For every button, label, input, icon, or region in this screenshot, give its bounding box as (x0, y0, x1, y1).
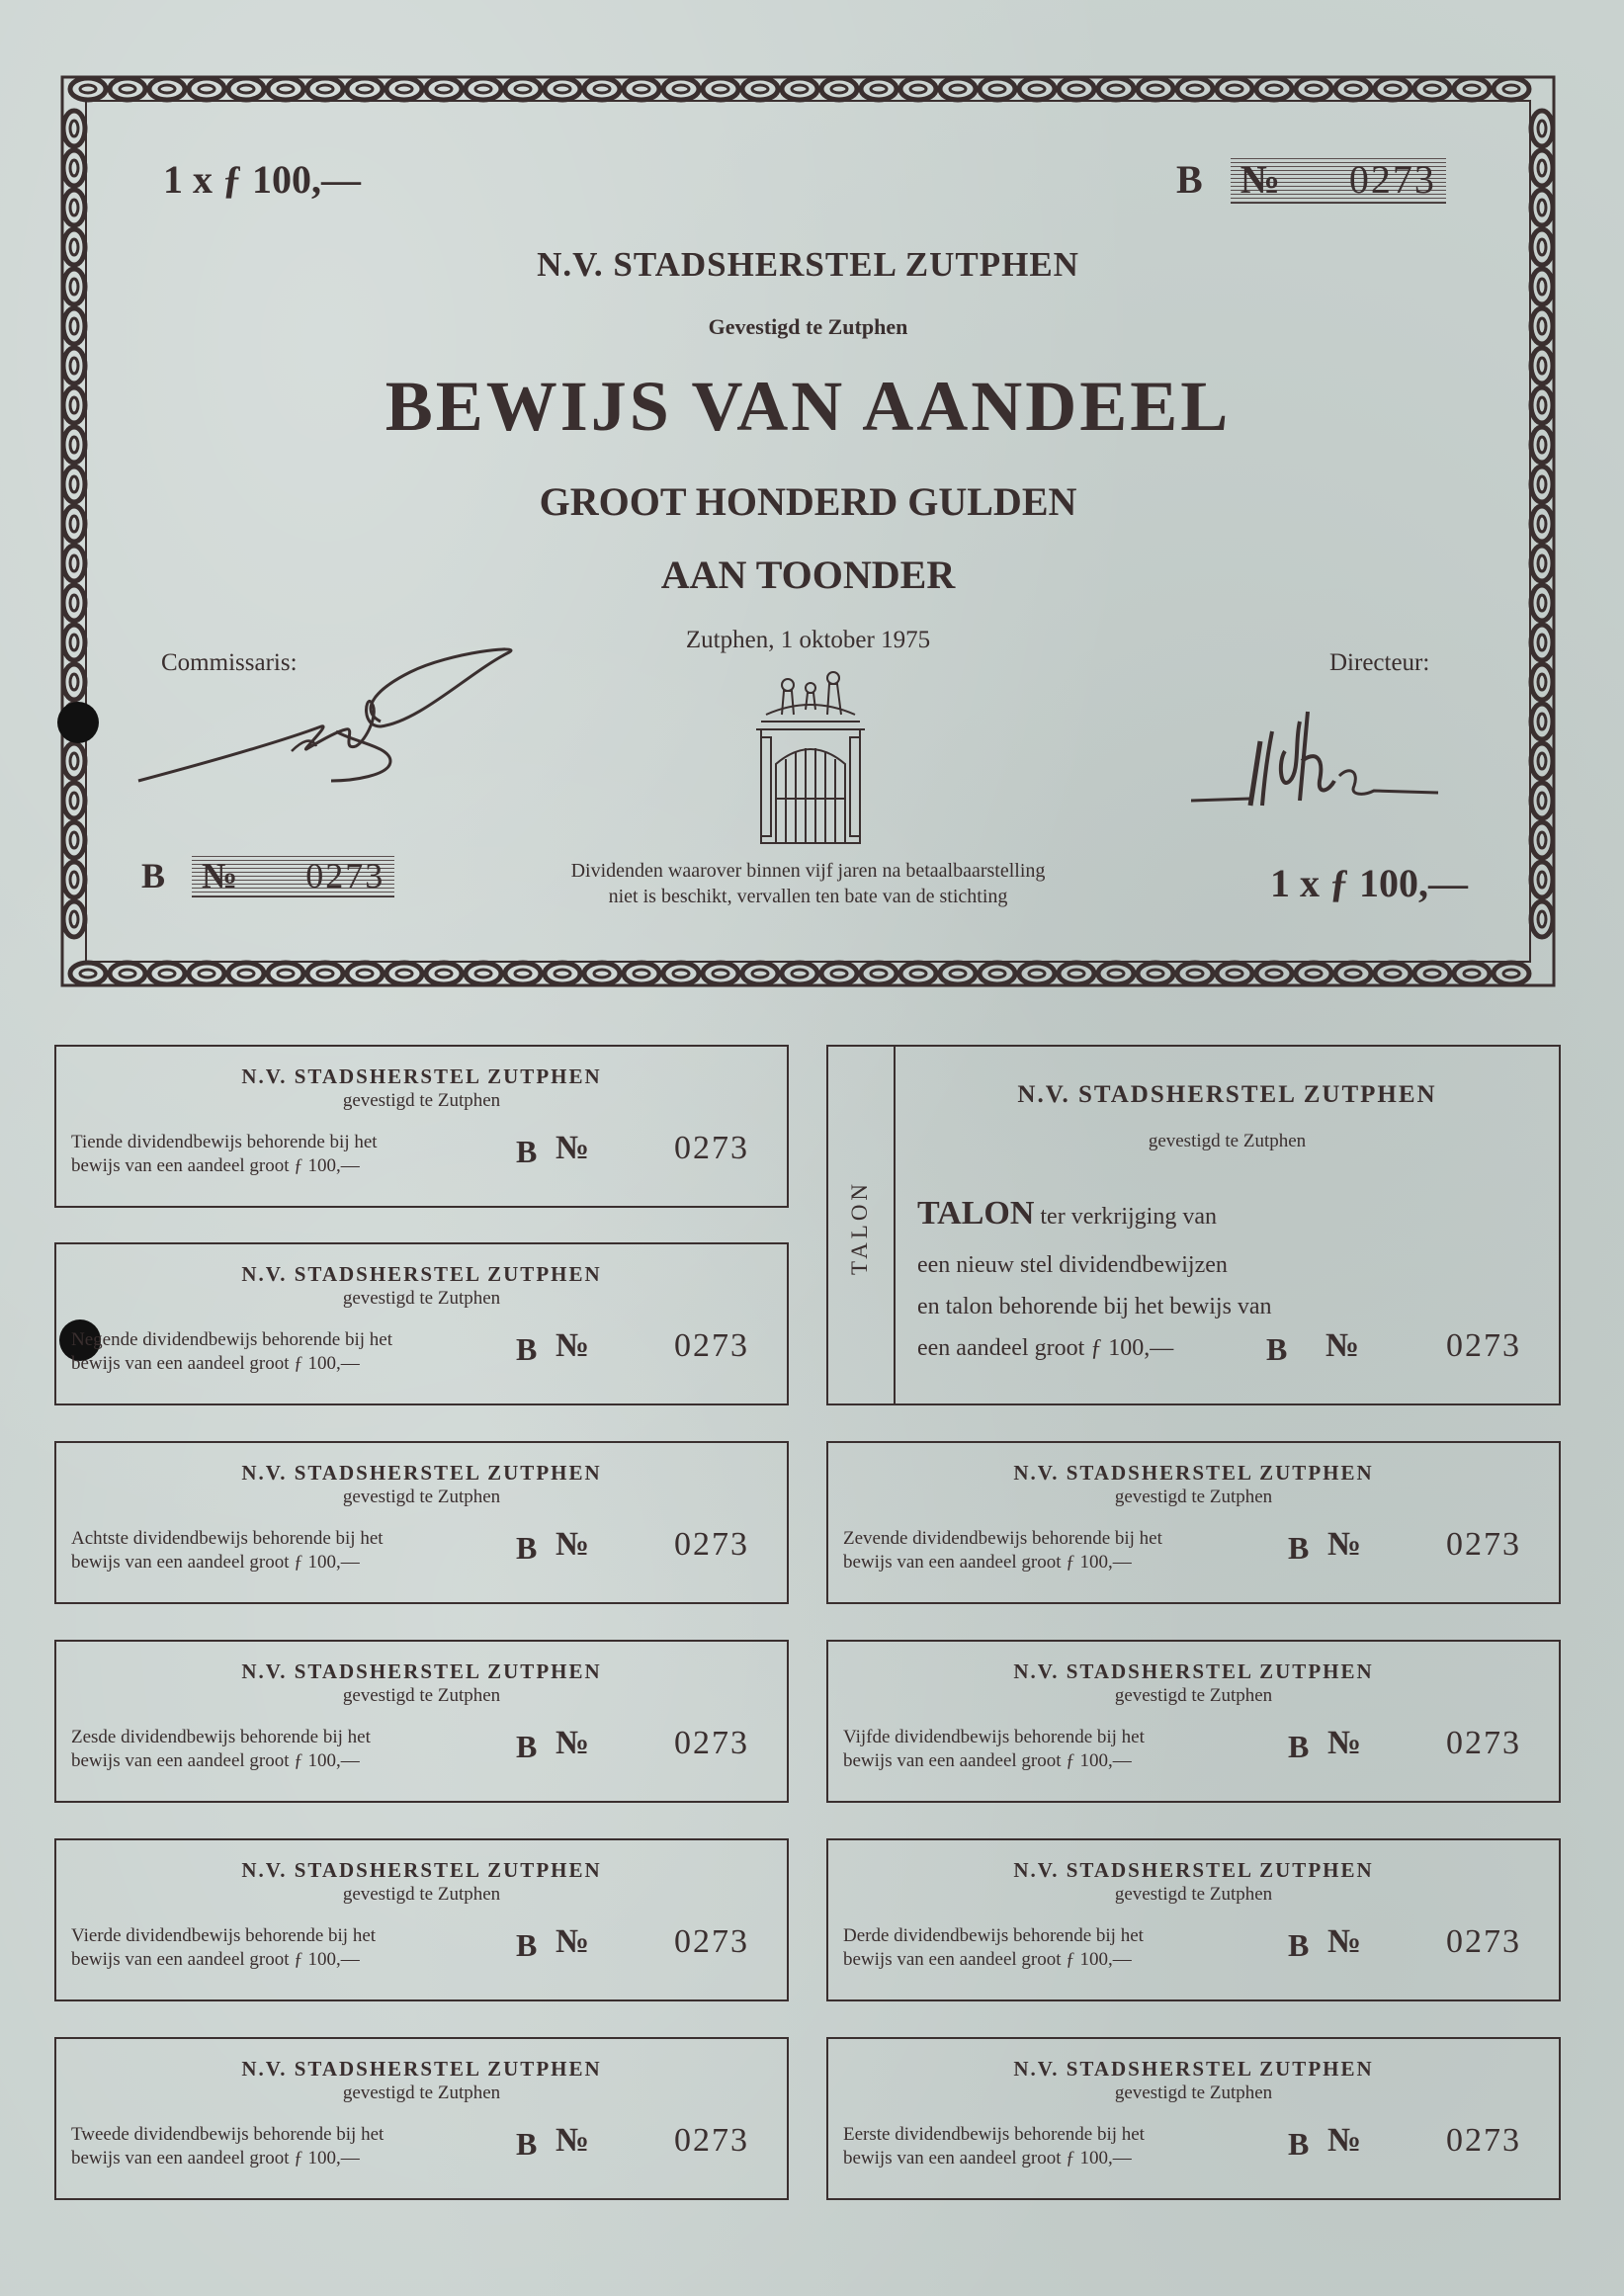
coupon-line1: Vijfde dividendbewijs behorende bij het (843, 1727, 1145, 1747)
coupon-company: N.V. STADSHERSTEL ZUTPHEN (241, 1858, 602, 1882)
amount-top-left: 1 x ƒ 100,— (163, 157, 361, 202)
talon-seat: gevestigd te Zutphen (1148, 1131, 1307, 1151)
coupon-company: N.V. STADSHERSTEL ZUTPHEN (1013, 1659, 1374, 1683)
coupon-line2: bewijs van een aandeel groot ƒ 100,— (71, 1155, 360, 1176)
coupon-no-sign: № (1327, 1725, 1362, 1761)
coupon-number: 0273 (674, 1923, 749, 1960)
talon-side-label: TALON (847, 1179, 872, 1275)
coupon-series: B (1288, 1729, 1310, 1764)
talon-heading: TALON (917, 1195, 1035, 1232)
directeur-signature (1191, 682, 1448, 830)
ornamental-gate-icon (746, 660, 875, 848)
dividend-coupon (54, 1640, 789, 1803)
coupon-number: 0273 (674, 1327, 749, 1364)
talon-line1 (917, 1195, 1217, 1233)
coupon-line2: bewijs van een aandeel groot ƒ 100,— (71, 1750, 360, 1771)
company-name: N.V. STADSHERSTEL ZUTPHEN (537, 245, 1079, 284)
coupon-no-sign: № (1327, 1526, 1362, 1563)
dividend-coupon (826, 1441, 1561, 1604)
dividend-coupon (54, 1242, 789, 1405)
dividend-coupon (826, 2037, 1561, 2200)
coupon-company: N.V. STADSHERSTEL ZUTPHEN (241, 1659, 602, 1683)
coupon-no-sign: № (1327, 2122, 1362, 2159)
coupon-company: N.V. STADSHERSTEL ZUTPHEN (1013, 1461, 1374, 1485)
coupon-company: N.V. STADSHERSTEL ZUTPHEN (241, 1461, 602, 1485)
talon-side (826, 1047, 894, 1407)
talon-number: 0273 (1446, 1327, 1521, 1364)
coupon-line2: bewijs van een aandeel groot ƒ 100,— (71, 1949, 360, 1970)
coupon-series: B (1288, 2126, 1310, 2162)
coupon-line1: Derde dividendbewijs behorende bij het (843, 1925, 1144, 1946)
coupon-number: 0273 (1446, 1526, 1521, 1563)
commissaris-signature (133, 633, 529, 830)
coupon-company: N.V. STADSHERSTEL ZUTPHEN (241, 2057, 602, 2081)
talon-coupon (826, 1045, 1561, 1405)
coupon-seat: gevestigd te Zutphen (342, 2083, 501, 2103)
dividend-coupon (54, 1441, 789, 1604)
coupon-line2: bewijs van een aandeel groot ƒ 100,— (843, 2148, 1132, 2168)
series-letter: B (1176, 157, 1203, 202)
coupon-line2: bewijs van een aandeel groot ƒ 100,— (843, 1552, 1132, 1573)
coupon-seat: gevestigd te Zutphen (1114, 1685, 1273, 1706)
punch-hole (57, 702, 99, 743)
certificate-subtitle-bearer: AAN TOONDER (660, 553, 956, 597)
coupon-line1: Negende dividendbewijs behorende bij het (71, 1329, 393, 1350)
coupon-number: 0273 (1446, 1725, 1521, 1761)
coupon-series: B (1288, 1530, 1310, 1566)
talon-line1-rest: ter verkrijging van (1040, 1204, 1217, 1230)
coupon-company: N.V. STADSHERSTEL ZUTPHEN (1013, 1858, 1374, 1882)
share-certificate (54, 69, 1562, 993)
coupon-line2: bewijs van een aandeel groot ƒ 100,— (71, 1353, 360, 1374)
coupon-seat: gevestigd te Zutphen (342, 1288, 501, 1309)
coupon-series: B (516, 1927, 538, 1963)
talon-line4: een aandeel groot ƒ 100,— (917, 1335, 1174, 1361)
coupon-series: B (516, 1331, 538, 1367)
amount-bottom-right: 1 x ƒ 100,— (1270, 861, 1468, 905)
coupon-seat: gevestigd te Zutphen (1114, 1884, 1273, 1905)
commissaris-label: Commissaris: (161, 649, 298, 676)
coupon-seat: gevestigd te Zutphen (1114, 2083, 1273, 2103)
coupon-line1: Zesde dividendbewijs behorende bij het (71, 1727, 371, 1747)
talon-line2: een nieuw stel dividendbewijzen (917, 1252, 1228, 1278)
coupon-seat: gevestigd te Zutphen (342, 1090, 501, 1111)
talon-series: B (1266, 1331, 1288, 1367)
coupon-line1: Tweede dividendbewijs behorende bij het (71, 2124, 385, 2145)
coupon-company: N.V. STADSHERSTEL ZUTPHEN (241, 1262, 602, 1286)
coupon-number: 0273 (674, 1725, 749, 1761)
dividend-coupon (54, 1838, 789, 2001)
coupon-no-sign: № (1327, 1923, 1362, 1960)
certificate-subtitle-amount: GROOT HONDERD GULDEN (539, 479, 1077, 524)
coupon-line2: bewijs van een aandeel groot ƒ 100,— (843, 1750, 1132, 1771)
coupon-series: B (516, 1530, 538, 1566)
dividend-coupon (54, 2037, 789, 2200)
dividend-note-line2: niet is beschikt, vervallen ten bate van de stichting (608, 886, 1008, 907)
coupon-seat: gevestigd te Zutphen (342, 1884, 501, 1905)
coupon-seat: gevestigd te Zutphen (342, 1685, 501, 1706)
certificate-number-box (1231, 156, 1446, 204)
coupon-no-sign: № (556, 1130, 590, 1166)
coupon-line2: bewijs van een aandeel groot ƒ 100,— (843, 1949, 1132, 1970)
coupon-line1: Eerste dividendbewijs behorende bij het (843, 2124, 1145, 2145)
coupon-company: N.V. STADSHERSTEL ZUTPHEN (1013, 2057, 1374, 2081)
coupon-no-sign: № (556, 1526, 590, 1563)
coupon-line1: Tiende dividendbewijs behorende bij het (71, 1132, 378, 1152)
coupon-series: B (516, 1134, 538, 1169)
coupon-company: N.V. STADSHERSTEL ZUTPHEN (241, 1064, 602, 1088)
coupon-number: 0273 (674, 2122, 749, 2159)
no-sign: № (202, 856, 238, 895)
coupon-line2: bewijs van een aandeel groot ƒ 100,— (71, 2148, 360, 2168)
coupon-series: B (1288, 1927, 1310, 1963)
dividend-coupon (54, 1045, 789, 1208)
series-bottom-left (141, 855, 394, 897)
talon-no-sign: № (1325, 1327, 1360, 1364)
coupon-number: 0273 (1446, 1923, 1521, 1960)
coupon-no-sign: № (556, 1327, 590, 1364)
series-top-right (1176, 156, 1446, 204)
talon-company: N.V. STADSHERSTEL ZUTPHEN (1017, 1081, 1437, 1108)
coupon-series: B (516, 1729, 538, 1764)
dividend-note-line1: Dividenden waarover binnen vijf jaren na betaalbaarstelling (570, 860, 1046, 882)
coupon-series: B (516, 2126, 538, 2162)
no-sign: № (1239, 157, 1280, 202)
coupon-number: 0273 (1446, 2122, 1521, 2159)
coupon-line1: Achtste dividendbewijs behorende bij het (71, 1528, 384, 1549)
coupon-number: 0273 (674, 1130, 749, 1166)
coupon-line1: Zevende dividendbewijs behorende bij het (843, 1528, 1162, 1549)
certificate-number: 0273 (1348, 157, 1436, 202)
dividend-coupon (826, 1640, 1561, 1803)
coupon-seat: gevestigd te Zutphen (342, 1487, 501, 1507)
coupon-seat: gevestigd te Zutphen (1114, 1487, 1273, 1507)
company-seat: Gevestigd te Zutphen (708, 314, 908, 339)
certificate-number: 0273 (305, 856, 385, 895)
dividend-coupon (826, 1838, 1561, 2001)
series-letter: B (141, 856, 166, 895)
talon-line3: en talon behorende bij het bewijs van (917, 1294, 1272, 1319)
issue-date: Zutphen, 1 oktober 1975 (685, 627, 931, 653)
certificate-title: BEWIJS VAN AANDEEL (385, 367, 1232, 446)
directeur-label: Directeur: (1329, 649, 1430, 676)
coupon-line1: Vierde dividendbewijs behorende bij het (71, 1925, 377, 1946)
coupon-line2: bewijs van een aandeel groot ƒ 100,— (71, 1552, 360, 1573)
coupon-no-sign: № (556, 2122, 590, 2159)
coupon-no-sign: № (556, 1923, 590, 1960)
certificate-number-box (192, 855, 394, 897)
coupon-no-sign: № (556, 1725, 590, 1761)
coupon-number: 0273 (674, 1526, 749, 1563)
